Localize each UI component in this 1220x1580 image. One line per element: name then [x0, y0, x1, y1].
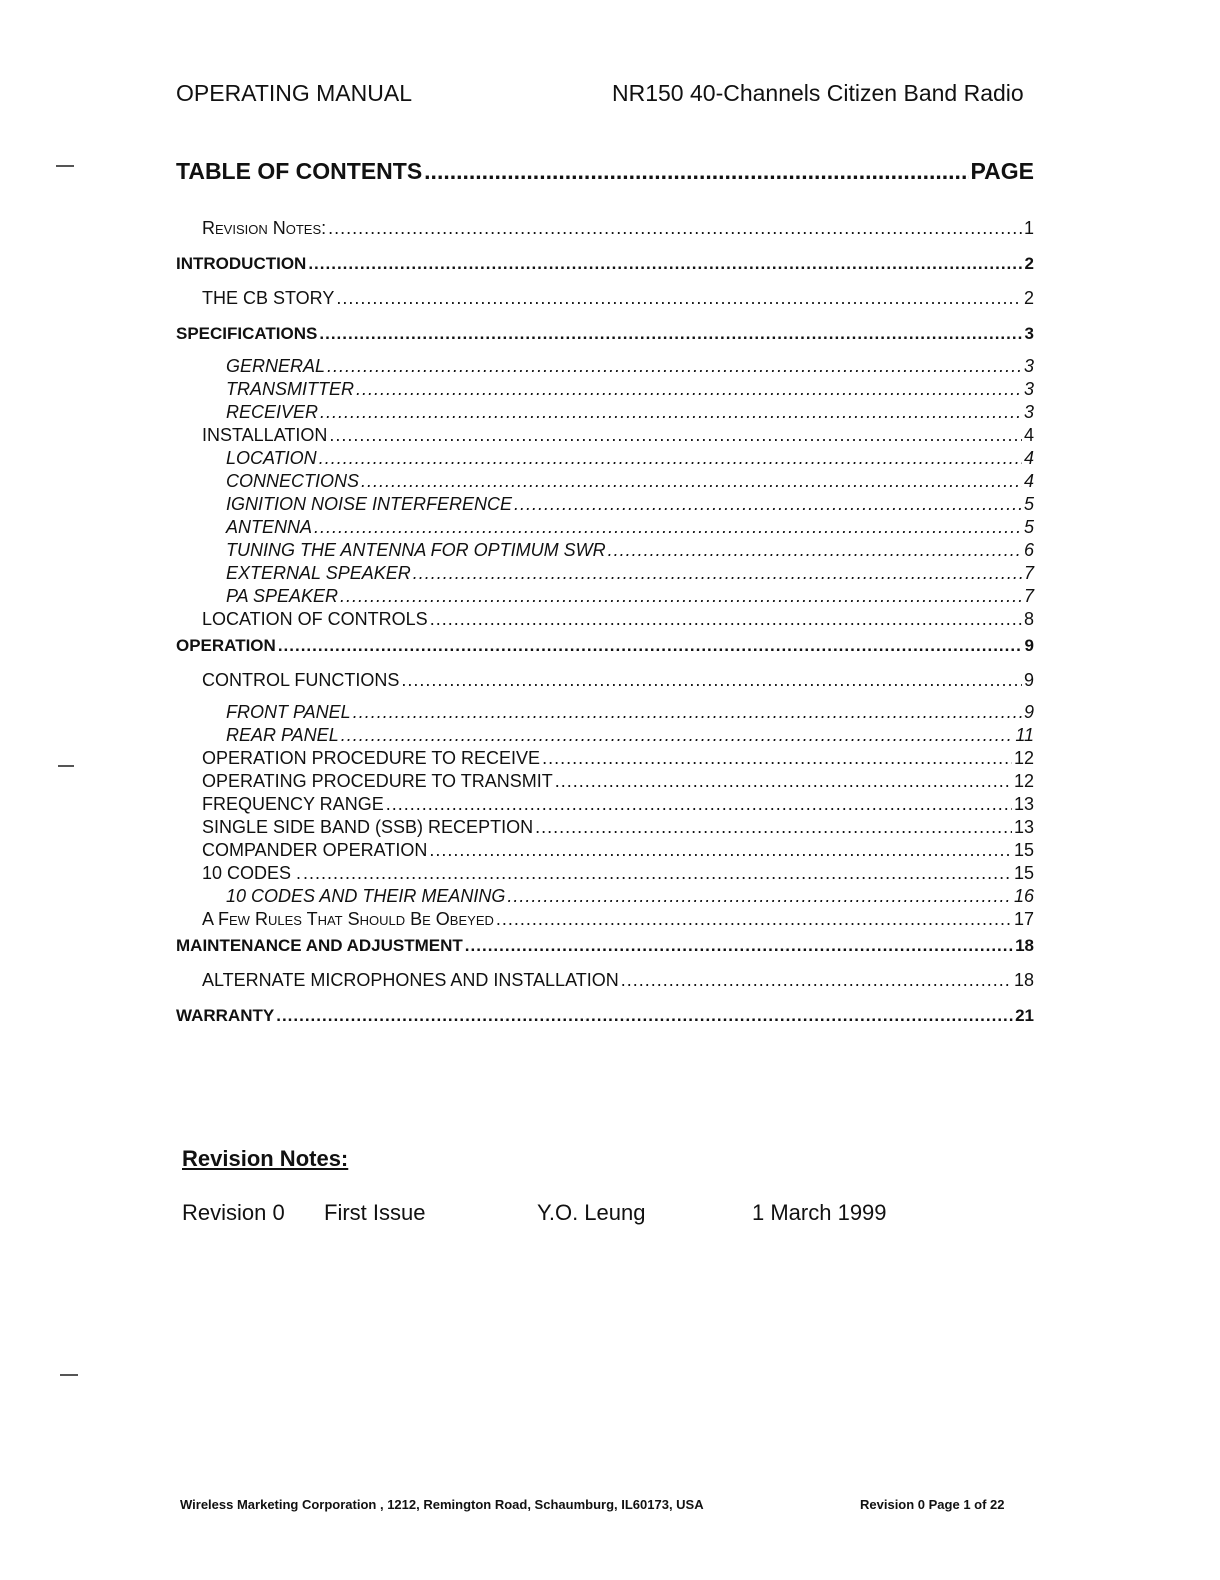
- toc-entry-text: MAINTENANCE AND ADJUSTMENT: [176, 936, 463, 955]
- toc-entry-text: CONNECTIONS: [226, 471, 360, 491]
- toc-entry-text: GERNERAL: [226, 356, 326, 376]
- toc-subentry[interactable]: [176, 379, 1034, 402]
- toc-entry-page: 12: [1013, 748, 1034, 768]
- toc-entry-page: 4: [1023, 471, 1034, 491]
- scan-mark: [60, 1374, 78, 1376]
- toc-entry[interactable]: [176, 771, 1034, 794]
- toc-entry-text: Revision Notes:: [202, 218, 327, 238]
- toc-subentry[interactable]: [176, 448, 1034, 471]
- toc-entry-page: 17: [1013, 909, 1034, 929]
- toc-entry-page: 4: [1023, 425, 1034, 445]
- toc-subentry[interactable]: [176, 886, 1034, 909]
- toc-entry-text: SPECIFICATIONS: [176, 324, 318, 343]
- toc-entry-text: THE CB STORY: [202, 288, 335, 308]
- header-left-title: OPERATING MANUAL: [176, 80, 412, 106]
- toc-subentry[interactable]: [176, 702, 1034, 725]
- toc-entry-page: 9: [1023, 670, 1034, 690]
- toc-entry-page: 5: [1023, 494, 1034, 514]
- toc-entry-page: 13: [1013, 794, 1034, 814]
- toc-subentry[interactable]: [176, 563, 1034, 586]
- toc-subentry[interactable]: [176, 517, 1034, 540]
- toc-entry-text: INSTALLATION: [202, 425, 328, 445]
- toc-entry-text: PA SPEAKER: [226, 586, 339, 606]
- toc-section[interactable]: [176, 1006, 1034, 1038]
- toc-entry-page: 3: [1023, 379, 1034, 399]
- toc-subentry[interactable]: [176, 586, 1034, 609]
- toc-entry-page: 12: [1013, 771, 1034, 791]
- toc-entry-text: LOCATION: [226, 448, 317, 468]
- toc-entry-page: 4: [1023, 448, 1034, 468]
- toc-entry-text: OPERATION: [176, 636, 276, 655]
- revision-date: 1 March 1999: [752, 1200, 887, 1225]
- toc-entry[interactable]: [176, 840, 1034, 863]
- toc-subentry[interactable]: [176, 402, 1034, 425]
- toc-leader: [424, 158, 968, 185]
- toc-entry-page: 2: [1024, 254, 1034, 273]
- toc-entry[interactable]: [176, 817, 1034, 840]
- toc-subentry[interactable]: [176, 356, 1034, 379]
- toc-entry-page: 18: [1015, 936, 1034, 955]
- toc-entry[interactable]: [176, 609, 1034, 632]
- toc-entry-page: 13: [1013, 817, 1034, 837]
- toc-entry[interactable]: [176, 425, 1034, 448]
- toc-entry-text: OPERATING PROCEDURE TO TRANSMIT: [202, 771, 553, 791]
- toc-entry-page: 8: [1023, 609, 1034, 629]
- toc-entry-text: 10 CODES AND THEIR MEANING: [226, 886, 506, 906]
- toc-entry-text: INTRODUCTION: [176, 254, 307, 273]
- toc-entry-page: 18: [1013, 970, 1034, 990]
- footer-company-address: Wireless Marketing Corporation , 1212, Remington Road, Schaumburg, IL60173, USA: [180, 1497, 704, 1512]
- toc-entry-page: 9: [1023, 702, 1034, 722]
- revision-number: Revision 0: [182, 1200, 285, 1225]
- toc-entry-text: 10 CODES .: [202, 863, 302, 883]
- toc-entry-page: 9: [1024, 636, 1034, 655]
- toc-entry-page: 7: [1023, 563, 1034, 583]
- toc-entry[interactable]: [176, 794, 1034, 817]
- toc-entry-page: 3: [1024, 324, 1034, 343]
- toc-entry-text: WARRANTY: [176, 1006, 275, 1025]
- toc-entry-text: SINGLE SIDE BAND (SSB) RECEPTION: [202, 817, 534, 837]
- toc-entry[interactable]: [176, 288, 1034, 320]
- toc-entry-page: 11: [1015, 725, 1034, 745]
- toc-entry-page: 1: [1023, 218, 1034, 238]
- toc-entry-text: TUNING THE ANTENNA FOR OPTIMUM SWR: [226, 540, 606, 560]
- toc-entry-text: A Few Rules That Should Be Obeyed: [202, 909, 494, 929]
- toc-entry-text: IGNITION NOISE INTERFERENCE: [226, 494, 513, 514]
- toc-entry[interactable]: [176, 218, 1034, 250]
- toc-entry-text: EXTERNAL SPEAKER: [226, 563, 411, 583]
- toc-title: TABLE OF CONTENTS: [176, 158, 423, 184]
- toc-entry-page: 15: [1013, 840, 1034, 860]
- toc-entry[interactable]: [176, 909, 1034, 932]
- toc-entry-text: COMPANDER OPERATION: [202, 840, 428, 860]
- toc-entry-text: FRONT PANEL: [226, 702, 351, 722]
- toc-entry-page: 2: [1023, 288, 1034, 308]
- footer-page-info: Revision 0 Page 1 of 22: [860, 1497, 1005, 1512]
- toc-entry-text: TRANSMITTER: [226, 379, 354, 399]
- revision-description: First Issue: [324, 1200, 426, 1225]
- toc-subentry[interactable]: [176, 725, 1034, 748]
- toc-entry-page: 6: [1023, 540, 1034, 560]
- toc-entry-text: FREQUENCY RANGE: [202, 794, 384, 814]
- toc-entry-page: 3: [1023, 356, 1034, 376]
- toc-entry-text: REAR PANEL: [226, 725, 339, 745]
- toc-section[interactable]: [176, 324, 1034, 356]
- toc-entry-page: 3: [1023, 402, 1034, 422]
- revision-notes-heading: Revision Notes:: [182, 1146, 349, 1171]
- scan-mark: [56, 165, 74, 167]
- toc-entry[interactable]: [176, 670, 1034, 702]
- toc-entry-text: ANTENNA: [226, 517, 313, 537]
- toc-entry-text: RECEIVER: [226, 402, 319, 422]
- toc-section[interactable]: [176, 254, 1034, 286]
- toc-page-label: PAGE: [970, 158, 1034, 184]
- toc-subentry[interactable]: [176, 471, 1034, 494]
- toc-entry-page: 21: [1015, 1006, 1034, 1025]
- toc-subentry[interactable]: [176, 494, 1034, 517]
- toc-entry-page: 5: [1023, 517, 1034, 537]
- scan-mark: [58, 765, 74, 767]
- toc-section[interactable]: [176, 636, 1034, 668]
- table-of-contents: [176, 158, 1034, 1038]
- toc-entry-text: LOCATION OF CONTROLS: [202, 609, 428, 629]
- toc-entry-page: 16: [1013, 886, 1034, 906]
- toc-entry-text: ALTERNATE MICROPHONES AND INSTALLATION: [202, 970, 619, 990]
- toc-entry-page: 7: [1023, 586, 1034, 606]
- toc-entry-text: OPERATION PROCEDURE TO RECEIVE: [202, 748, 541, 768]
- toc-entry[interactable]: [176, 970, 1034, 1002]
- toc-section[interactable]: [176, 936, 1034, 968]
- toc-subentry[interactable]: [176, 540, 1034, 563]
- toc-entry[interactable]: [176, 863, 1034, 886]
- revision-author: Y.O. Leung: [537, 1200, 646, 1225]
- toc-entry-text: CONTROL FUNCTIONS: [202, 670, 400, 690]
- toc-entry-page: 15: [1013, 863, 1034, 883]
- toc-entry[interactable]: [176, 748, 1034, 771]
- header-right-title: NR150 40-Channels Citizen Band Radio: [612, 80, 1024, 106]
- toc-title-row: [176, 158, 1034, 216]
